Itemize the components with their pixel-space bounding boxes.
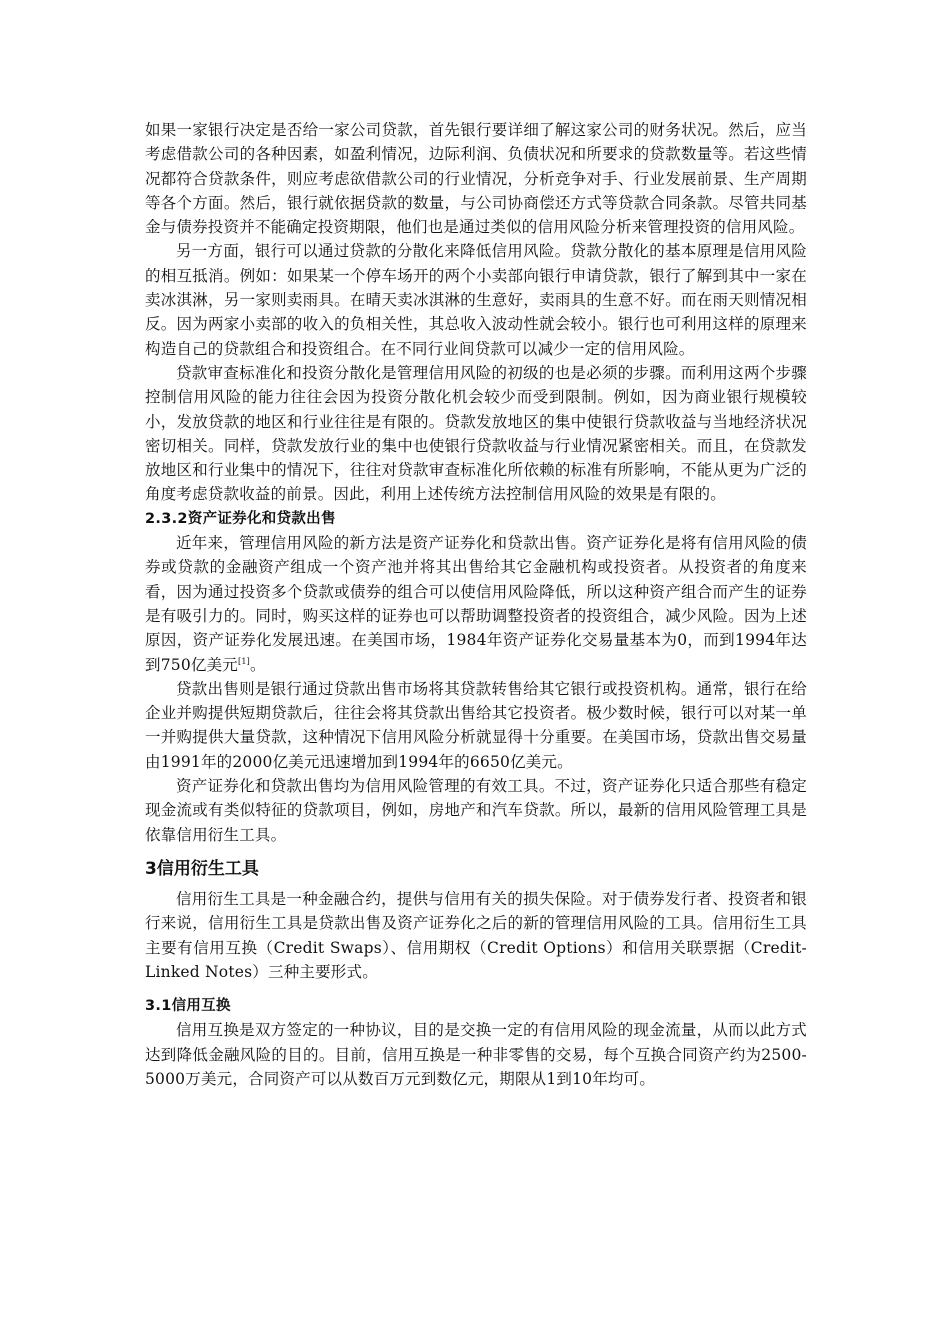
paragraph-securitization-text: 近年来，管理信用风险的新方法是资产证券化和贷款出售。资产证券化是将有信用风险的债券或贷款的金融资产组成一个资产池并将其出售给其它金融机构或投资者。从投资者的角度来看，因为通过投资多个贷款或债券的组合可以使信用风险降低，所以这种资产组合而产生的证券是有吸引力的。同时，购买这样的证券也可以帮助调整投资者的投资组合，减少风险。因为上述原因，资产证券化发展迅速。在美国市场，1984年资产证券化交易量基本为0，而到1994年达到750亿美元 [145,534,807,674]
paragraph-loan-sales: 贷款出售则是银行通过贷款出售市场将其贷款转售给其它银行或投资机构。通常，银行在给企业并购提供短期贷款后，往往会将其贷款出售给其它投资者。极少数时候，银行可以对某一单一并购提供大量贷款，这种情况下信用风险分析就显得十分重要。在美国市场，贷款出售交易量由1991年的2000亿美元迅速增加到1994年的6650亿美元。 [145,679,807,771]
paragraph-diversification: 另一方面，银行可以通过贷款的分散化来降低信用风险。贷款分散化的基本原理是信用风险的相互抵消。例如：如果某一个停车场开的两个小卖部向银行申请贷款，银行了解到其中一家在卖冰淇淋，另一家则卖雨具。在晴天卖冰淇淋的生意好，卖雨具的生意不好。而在雨天则情况相反。因为两家小卖部的收入的负相关性，其总收入波动性就会较小。银行也可利用这样的原理来构造自己的贷款组合和投资组合。在不同行业间贷款可以减少一定的信用风险。 [145,242,807,358]
paragraph-credit-analysis: 如果一家银行决定是否给一家公司贷款，首先银行要详细了解这家公司的财务状况。然后，应当考虑借款公司的各种因素，如盈利情况，边际利润、负债状况和所要求的贷款数量等。若这些情况都符合贷款条件，则应考虑欲借款公司的行业情况，分析竞争对手、行业发展前景、生产周期等各个方面。然后，银行就依据贷款的数量，与公司协商偿还方式等贷款合同条款。尽管共同基金与债券投资并不能确定投资期限，他们也是通过类似的信用风险分析来管理投资的信用风险。 [145,121,807,237]
paragraph-credit-derivatives: 信用衍生工具是一种金融合约，提供与信用有关的损失保险。对于债券发行者、投资者和银行来说，信用衍生工具是贷款出售及资产证券化之后的新的管理信用风险的工具。信用衍生工具主要有信用互换（Credit Swaps）、信用期权（Credit Options）和信用关联票据（Credit-Linked Notes）三种主要形式。 [145,889,807,981]
paragraph-limitations: 贷款审查标准化和投资分散化是管理信用风险的初级的也是必须的步骤。而利用这两个步骤控制信用风险的能力往往会因为投资分散化机会较少而受到限制。例如，因为商业银行规模较小，发放贷款的地区和行业往往是有限的。贷款发放地区的集中使银行贷款收益与当地经济状况密切相关。同样，贷款发放行业的集中也使银行贷款收益与行业情况紧密相关。而且，在贷款发放地区和行业集中的情况下，往往对贷款审查标准化所依赖的标准有所影响，不能从更为广泛的角度考虑贷款收益的前景。因此，利用上述传统方法控制信用风险的效果是有限的。 [145,363,807,504]
heading-3-1: 3.1信用互换 [145,998,231,1015]
paragraph-securitization-end: 。 [249,655,266,674]
document-body [145,118,807,1091]
paragraph-credit-swaps: 信用互换是双方签定的一种协议，目的是交换一定的有信用风险的现金流量，从而以此方式达到降低金融风险的目的。目前，信用互换是一种非零售的交易，每个互换合同资产约为2500-5000万美元，合同资产可以从数百万元到数亿元，期限从1到10年均可。 [145,1021,807,1088]
paragraph-securitization [145,531,807,677]
citation-1: [1] [238,656,250,666]
heading-2-3-2: 2.3.2资产证券化和贷款出售 [145,510,336,527]
paragraph-effective-tools: 资产证券化和贷款出售均为信用风险管理的有效工具。不过，资产证券化只适合那些有稳定现金流或有类似特征的贷款项目，例如，房地产和汽车贷款。所以，最新的信用风险管理工具是依靠信用衍生工具。 [145,777,807,844]
heading-3: 3信用衍生工具 [145,858,259,879]
